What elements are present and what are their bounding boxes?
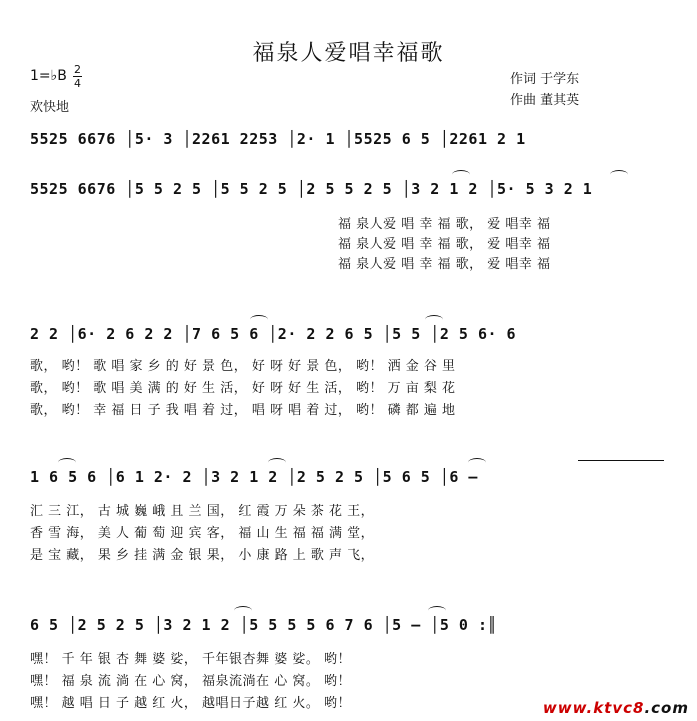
slur-mark: [58, 458, 76, 467]
slur-mark: [468, 458, 486, 467]
staff-5-lyric-1: 嘿！ 千 年 银 杏 舞 婆 娑， 千年银杏舞 婆 娑。 哟！: [30, 652, 351, 667]
time-numerator: 2: [74, 63, 81, 76]
staff-5-notes: 6 5 │2 5 2 5 │3 2 1 2 │5 5 5 5 6 7 6 │5 – │5 0 :║: [30, 616, 498, 634]
staff-4-lyric-2: 香 雪 海， 美 人 葡 萄 迎 宾 客， 福 山 生 福 福 满 堂，: [30, 526, 375, 541]
lyricist-credit: 作词 于学东: [510, 72, 580, 87]
staff-2-lyric-3: 福 泉人爱 唱 幸 福 歌， 爱 唱幸 福: [338, 257, 551, 272]
staff-4-notes: 1 6 5 6 │6 1 2· 2 │3 2 1 2 │2 5 2 5 │5 6 5 │6 –: [30, 468, 478, 486]
slur-mark: [425, 315, 443, 324]
song-title: 福泉人爱唱幸福歌: [252, 41, 445, 66]
staff-4-lyric-1: 汇 三 江， 古 城 巍 峨 且 兰 国， 红 霞 万 朵 茶 花 王，: [30, 504, 375, 519]
slur-mark: [428, 606, 446, 615]
staff-2-lyric-1: 福 泉人爱 唱 幸 福 歌， 爱 唱幸 福: [338, 217, 551, 232]
staff-1-notes: 5525 6676 │5· 3 │2261 2253 │2· 1 │5525 6 5 │2261 2 1: [30, 130, 526, 148]
site-watermark: [543, 699, 689, 717]
staff-2-lyric-2: 福 泉人爱 唱 幸 福 歌， 爱 唱幸 福: [338, 237, 551, 252]
tie-mark: [578, 460, 664, 461]
slur-mark: [610, 170, 628, 179]
composer-credit: 作曲 董其英: [510, 93, 580, 108]
watermark-main: www.ktvc8: [542, 699, 645, 717]
staff-3-lyric-1: 歌， 哟！ 歌 唱 家 乡 的 好 景 色， 好 呀 好 景 色， 哟！ 洒 金 谷 里: [30, 359, 456, 374]
slur-mark: [234, 606, 252, 615]
time-denominator: 4: [74, 77, 81, 90]
time-signature: [73, 64, 82, 89]
slur-mark: [250, 315, 268, 324]
staff-5-lyric-3: 嘿！ 越 唱 日 子 越 红 火， 越唱日子越 红 火。 哟！: [30, 696, 351, 711]
staff-3-lyric-2: 歌， 哟！ 歌 唱 美 满 的 好 生 活， 好 呀 好 生 活， 哟！ 万 亩 梨 花: [30, 381, 456, 396]
slur-mark: [452, 170, 470, 179]
staff-3-lyric-3: 歌， 哟！ 幸 福 日 子 我 唱 着 过， 唱 呀 唱 着 过， 哟！ 磷 都 遍 地: [30, 403, 456, 418]
staff-2-notes: 5525 6676 │5 5 2 5 │5 5 2 5 │2 5 5 2 5 │3 2 1 2 │5· 5 3 2 1: [30, 180, 593, 198]
staff-5-lyric-2: 嘿！ 福 泉 流 淌 在 心 窝， 福泉流淌在 心 窝。 哟！: [30, 674, 351, 689]
key-signature: 1=♭B: [30, 68, 67, 84]
watermark-suffix: .com: [644, 699, 689, 717]
slur-mark: [268, 458, 286, 467]
tempo-marking: 欢快地: [30, 100, 70, 115]
staff-3-notes: 2 2 │6· 2 6 2 2 │7 6 5 6 │2· 2 2 6 5 │5 5 │2 5 6· 6: [30, 325, 517, 343]
staff-4-lyric-3: 是 宝 藏， 果 乡 挂 满 金 银 果， 小 康 路 上 歌 声 飞，: [30, 548, 375, 563]
